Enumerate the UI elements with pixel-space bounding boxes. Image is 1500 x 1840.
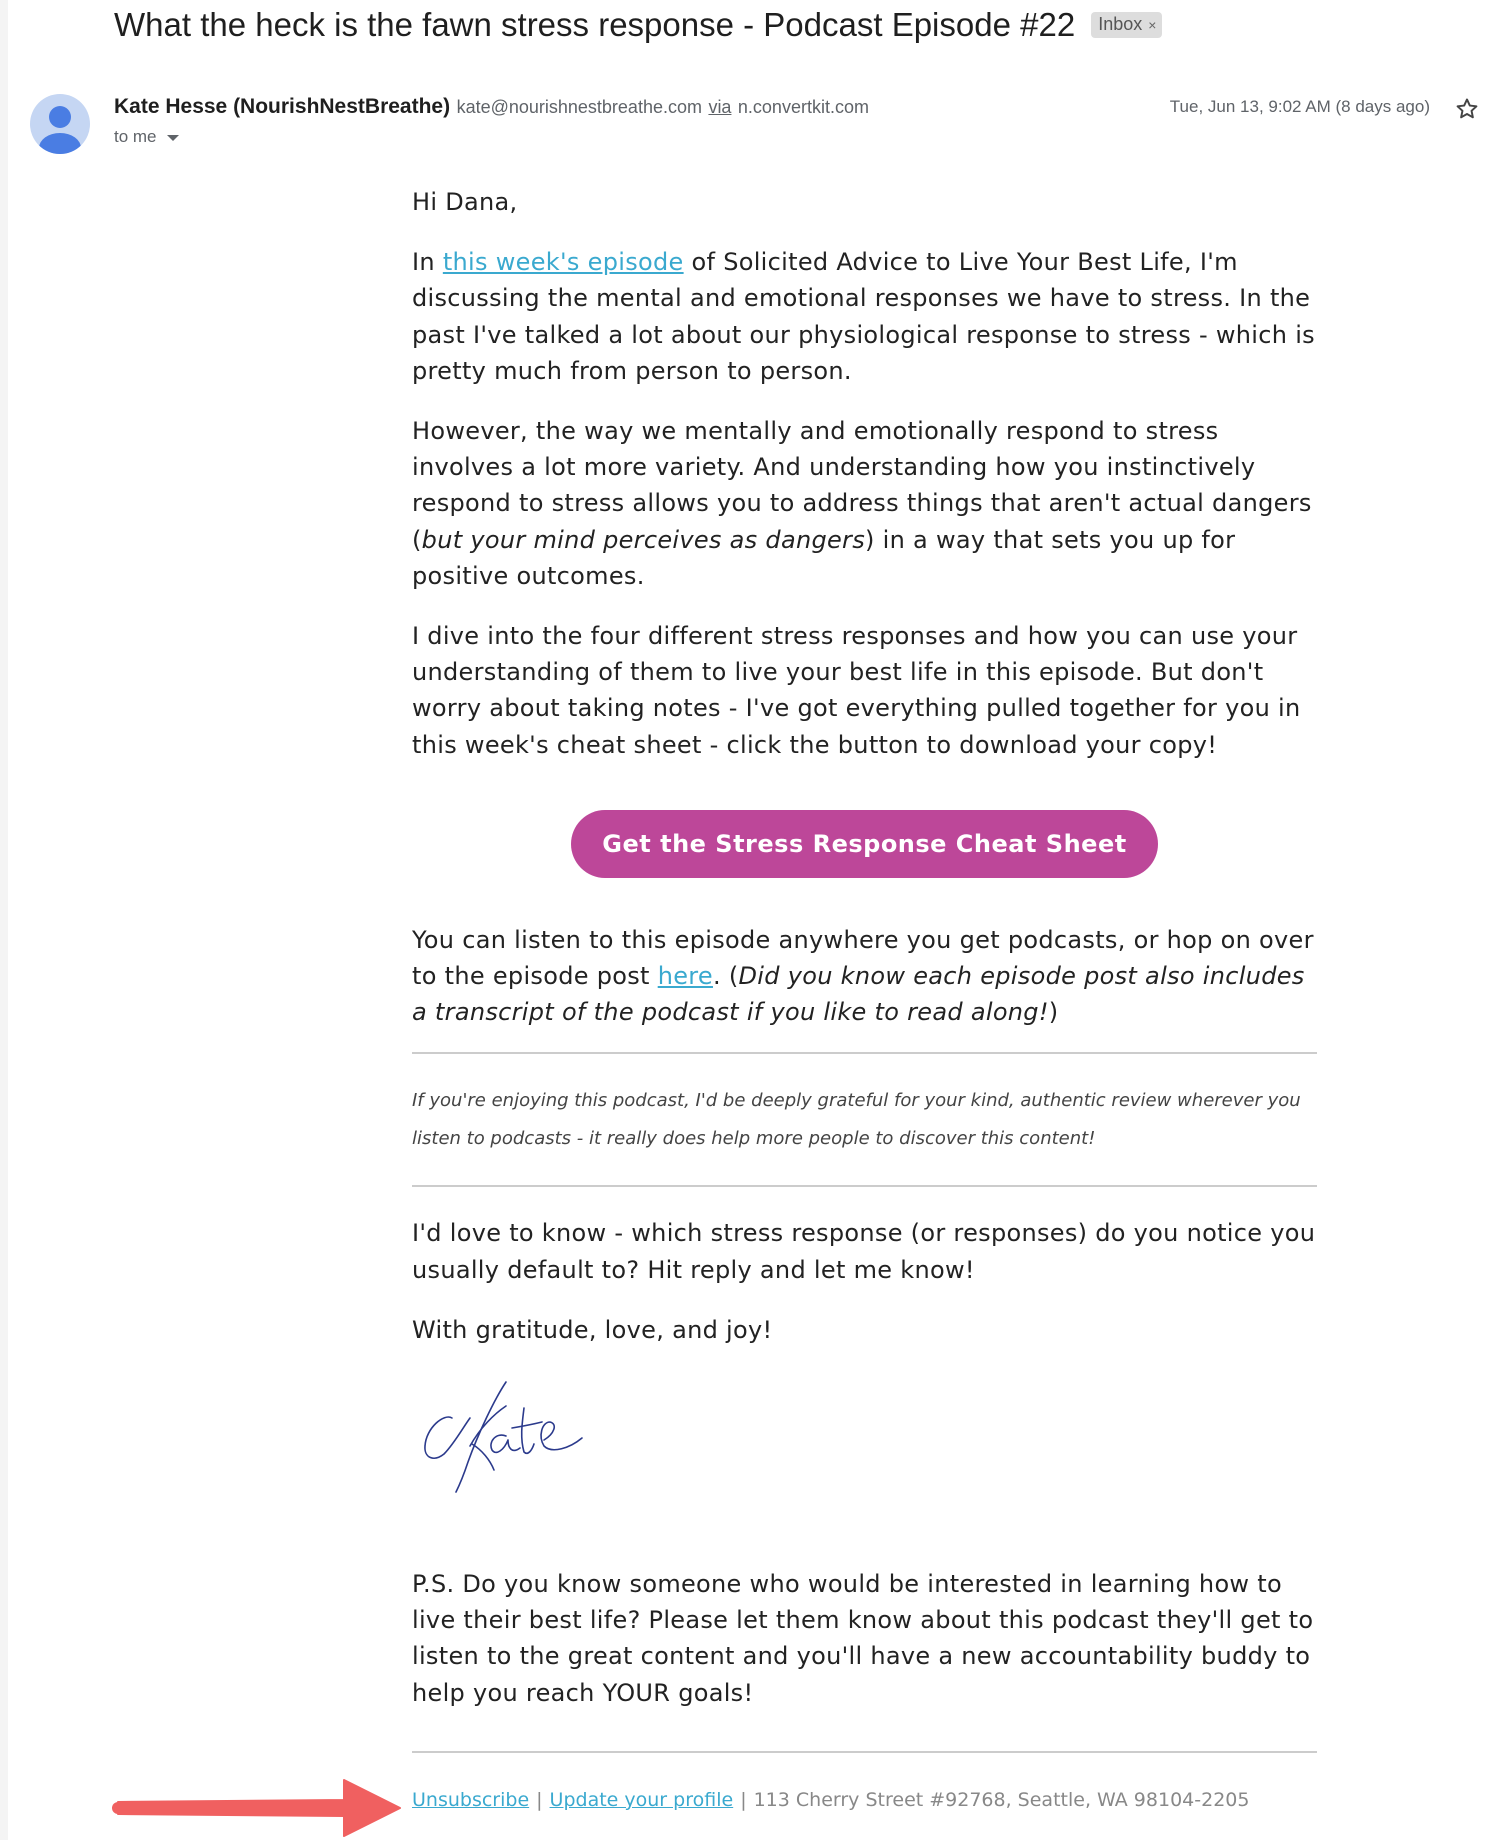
- postscript: P.S. Do you know someone who would be interested in learning how to live their best life? Please let them know about this podcast they'll get to listen to the great content and you'll have a new accountability buddy to help you reach YOUR goals!: [412, 1570, 1314, 1707]
- recipient-label: to me: [114, 127, 157, 146]
- divider-top: [412, 1052, 1317, 1054]
- divider-bottom: [412, 1185, 1317, 1187]
- sender-email: kate@nourishnestbreathe.com: [456, 97, 702, 117]
- email-subject: What the heck is the fawn stress response - Podcast Episode #22: [114, 6, 1076, 43]
- sender-line: [114, 95, 869, 119]
- annotation-arrow-icon: [108, 1776, 404, 1840]
- sender-avatar[interactable]: [30, 94, 90, 154]
- signature-image: [420, 1378, 1317, 1500]
- paragraph-listen: You can listen to this episode anywhere you get podcasts, or hop on over to the episode post here. (Did you know each episode post also includes a transcript of the podcast if you like to read along!): [412, 925, 1314, 1027]
- sender-name[interactable]: Kate Hesse (NourishNestBreathe): [114, 95, 451, 118]
- email-date: Tue, Jun 13, 9:02 AM (8 days ago): [1169, 97, 1430, 116]
- italic-phrase: but your mind perceives as dangers: [421, 525, 866, 554]
- remove-label-icon[interactable]: ×: [1148, 16, 1157, 33]
- episode-post-link[interactable]: here: [657, 962, 713, 991]
- paragraph-intro: In this week's episode of Solicited Advice to Live Your Best Life, I'm discussing the mental and emotional responses we have to stress. In the past I've talked a lot about our physiological response to stress - which is pretty much from person to person.: [412, 248, 1315, 385]
- closing-line: With gratitude, love, and joy!: [412, 1315, 773, 1344]
- update-profile-link[interactable]: Update your profile: [549, 1788, 734, 1811]
- paragraph-question: I'd love to know - which stress response (or responses) do you notice you usually default to? Hit reply and let me know!: [412, 1219, 1316, 1284]
- review-request: If you're enjoying this podcast, I'd be deeply grateful for your kind, authentic review wherever you listen to podcasts - it really does help more people to discover this content!: [412, 1090, 1301, 1150]
- footer-divider: [412, 1751, 1317, 1753]
- footer-separator: |: [740, 1788, 747, 1811]
- person-icon: [30, 94, 90, 154]
- handwritten-signature: [420, 1378, 620, 1500]
- cheat-sheet-button[interactable]: Get the Stress Response Cheat Sheet: [571, 810, 1157, 878]
- cta-wrapper: [412, 810, 1317, 878]
- star-icon: [1454, 96, 1480, 122]
- recipient-details-toggle[interactable]: [114, 127, 179, 147]
- star-button[interactable]: [1454, 96, 1480, 126]
- unsubscribe-link[interactable]: Unsubscribe: [412, 1788, 530, 1811]
- footer-separator: |: [536, 1788, 543, 1811]
- transcript-note: Did you know each episode post also includes a transcript of the podcast if you like to read along!: [412, 962, 1305, 1027]
- chevron-down-icon: [167, 135, 179, 141]
- left-edge-strip: [0, 0, 8, 1840]
- paragraph-variety: However, the way we mentally and emotionally respond to stress involves a lot more variety. And understanding how you instinctively respond to stress allows you to address things that aren't actual dangers (but your mind perceives as dangers) in a way that sets you up for positive outcomes.: [412, 417, 1312, 590]
- greeting: Hi Dana,: [412, 188, 518, 216]
- paragraph-cheat-sheet: I dive into the four different stress responses and how you can use your understanding of them to live your best life in this episode. But don't worry about taking notes - I've got everything pulled together for you in this week's cheat sheet - click the button to download your copy!: [412, 622, 1301, 759]
- episode-link[interactable]: this week's episode: [442, 248, 684, 277]
- via-link[interactable]: via: [708, 97, 732, 117]
- email-body: [412, 184, 1317, 1811]
- footer-links: [412, 1789, 1317, 1811]
- subject-row: [114, 6, 1162, 44]
- inbox-label-text: Inbox: [1098, 14, 1143, 34]
- via-domain: n.convertkit.com: [737, 97, 869, 117]
- inbox-label-chip[interactable]: [1091, 12, 1162, 38]
- mailing-address: 113 Cherry Street #92768, Seattle, WA 98104-2205: [753, 1788, 1250, 1811]
